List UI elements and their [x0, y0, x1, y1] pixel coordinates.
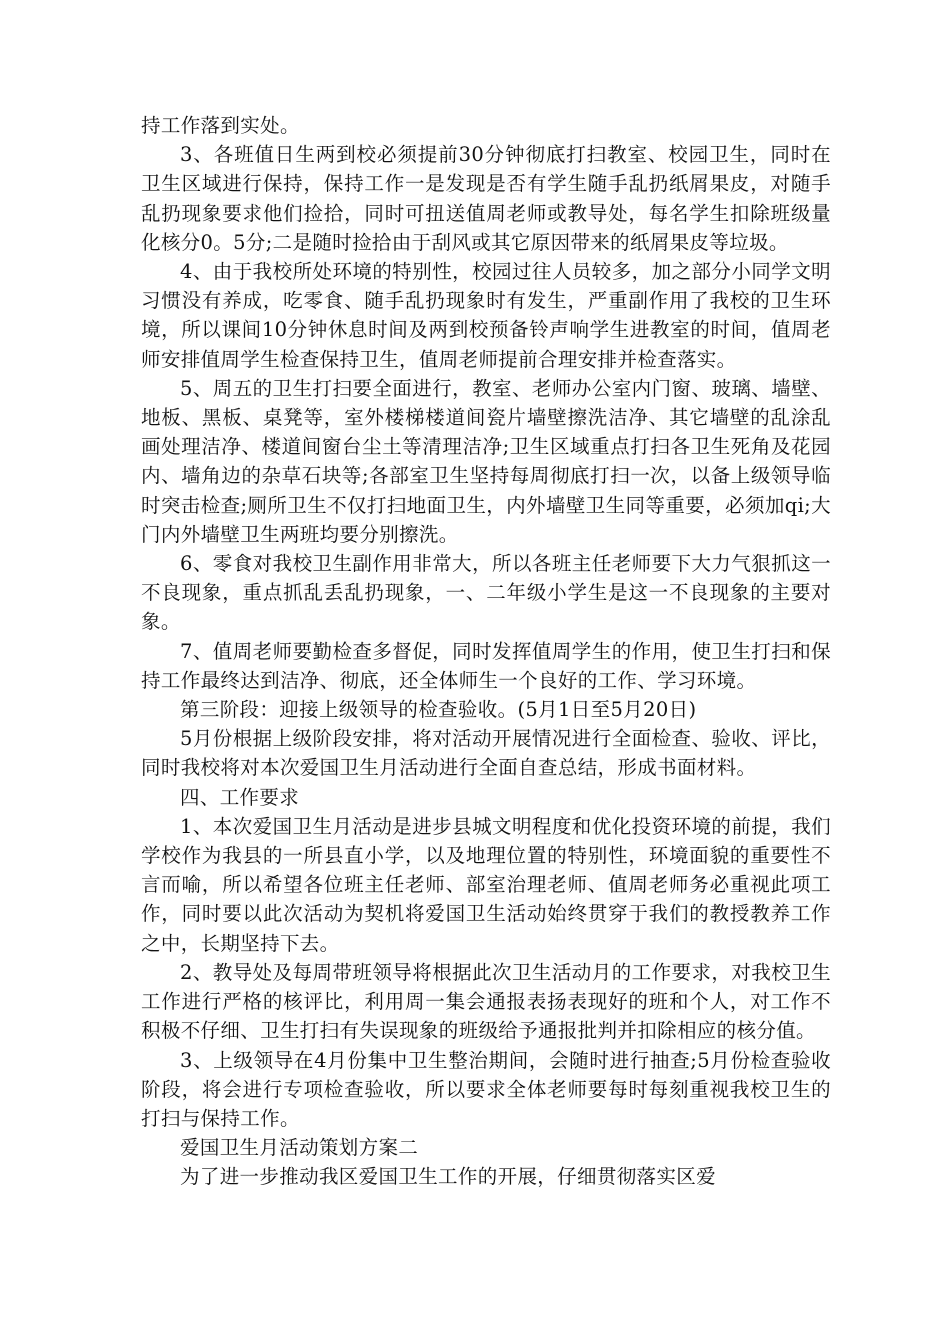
paragraph-item-5: 5、周五的卫生打扫要全面进行，教室、老师办公室内门窗、玻璃、墙壁、地板、黑板、桌凳等，室外楼梯楼道间瓷片墙壁擦洗洁净、其它墙壁的乱涂乱画处理洁净、楼道间窗台尘土等清理洁净;卫生区域重点打扫各卫生死角及花园内、墙角边的杂草石块等;各部室卫生坚持每周彻底打扫一次，以备上级领导临时突击检查;厕所卫生不仅打扫地面卫生，内外墙壁卫生同等重要，必须加qi;大门内外墙壁卫生两班均要分别擦洗。 [141, 376, 831, 546]
paragraph-item-4: 4、由于我校所处环境的特别性，校园过往人员较多，加之部分小同学文明习惯没有养成，吃零食、随手乱扔现象时有发生，严重副作用了我校的卫生环境，所以课间10分钟休息时间及两到校预备铃声响学生进教室的时间，值周老师安排值周学生检查保持卫生，值周老师提前合理安排并检查落实。 [141, 260, 831, 371]
paragraph-continuation: 持工作落到实处。 [141, 114, 300, 137]
paragraph-item-3: 3、各班值日生两到校必须提前30分钟彻底打扫教室、校园卫生，同时在卫生区域进行保持，保持工作一是发现是否有学生随手乱扔纸屑果皮，对随手乱扔现象要求他们捡拾，同时可扭送值周老师或教导处，每名学生扣除班级量化核分0。5分;二是随时捡拾由于刮风或其它原因带来的纸屑果皮等垃圾。 [141, 143, 831, 254]
requirement-item-2: 2、教导处及每周带班领导将根据此次卫生活动月的工作要求，对我校卫生工作进行严格的核评比，利用周一集会通报表扬表现好的班和个人，对工作不积极不仔细、卫生打扫有失误现象的班级给予通报批判并扣除相应的核分值。 [141, 960, 831, 1043]
paragraph-item-7: 7、值周老师要勤检查多督促，同时发挥值周学生的作用，使卫生打扫和保持工作最终达到洁净、彻底，还全体师生一个良好的工作、学习环境。 [141, 639, 831, 692]
plan-two-title: 爱国卫生月活动策划方案二 [180, 1136, 419, 1160]
section-work-requirements-heading: 四、工作要求 [180, 785, 300, 809]
requirement-item-1: 1、本次爱国卫生月活动是进步县城文明程度和优化投资环境的前提，我们学校作为我县的一所县直小学，以及地理位置的特别性，环境面貌的重要性不言而喻，所以希望各位班主任老师、部室治理老师、值周老师务必重视此项工作，同时要以此次活动为契机将爱国卫生活动始终贯穿于我们的教授教养工作之中，长期坚持下去。 [141, 814, 831, 955]
paragraph-item-6: 6、零食对我校卫生副作用非常大，所以各班主任老师要下大力气狠抓这一不良现象，重点抓乱丢乱扔现象，一、二年级小学生是这一不良现象的主要对象。 [141, 552, 831, 634]
plan-two-intro: 为了进一步推动我区爱国卫生工作的开展，仔细贯彻落实区爱 [180, 1165, 716, 1189]
stage-three-heading: 第三阶段：迎接上级领导的检查验收。(5月1日至5月20日) [180, 698, 697, 722]
paragraph-stage-three-body: 5月份根据上级阶段安排，将对活动开展情况进行全面检查、验收、评比，同时我校将对本次爱国卫生月活动进行全面自查总结，形成书面材料。 [141, 727, 831, 780]
requirement-item-3: 3、上级领导在4月份集中卫生整治期间，会随时进行抽查;5月份检查验收阶段，将会进行专项检查验收，所以要求全体老师要每时每刻重视我校卫生的打扫与保持工作。 [141, 1048, 831, 1130]
document-body [141, 111, 831, 1192]
